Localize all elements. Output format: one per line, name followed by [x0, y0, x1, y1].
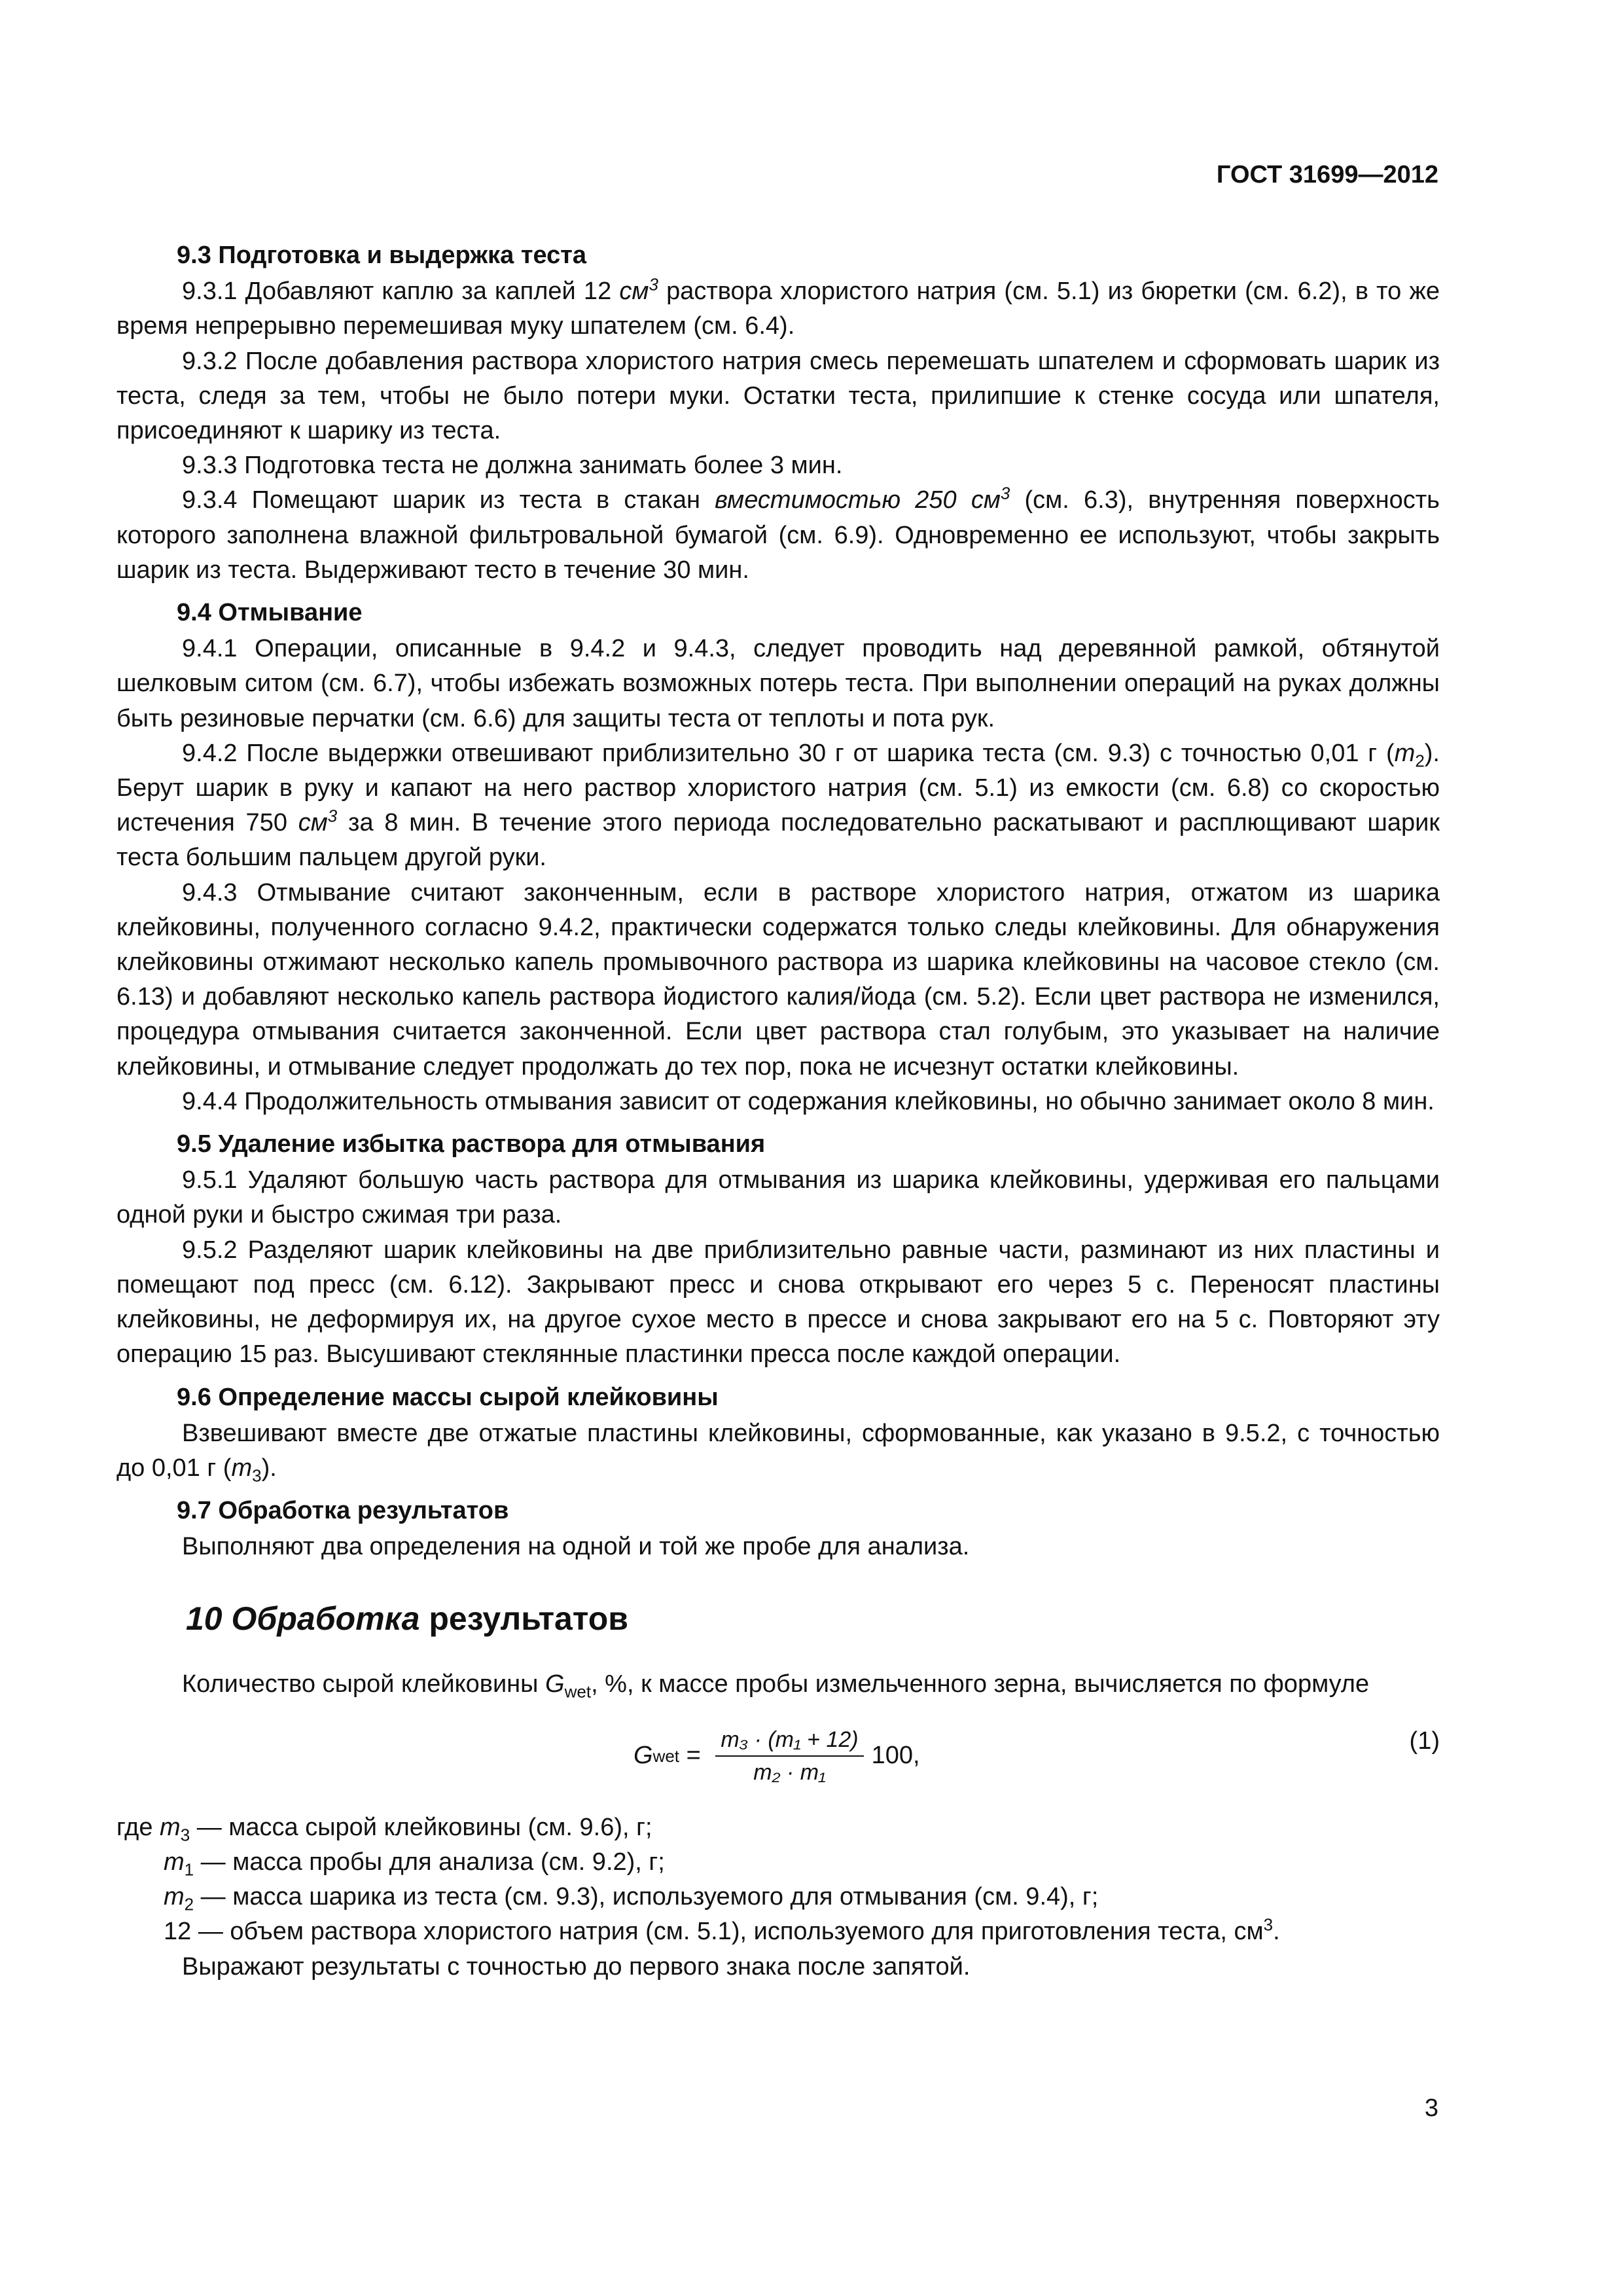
- section-heading-10: 10 Обработка результатов: [186, 1600, 628, 1637]
- paragraph-9-4-3: 9.4.3 Отмывание считают законченным, если в растворе хлористого натрия, отжатом из шарика клейковины, полученного согласно 9.4.2, практически содержатся только следы клейковины. Для обнаружения клейковины отжимают несколько капель промывочного раствора из шарика клейковины на часовое стекло (см. 6.13) и добавляют несколько капель раствора йодистого калия/йода (см. 5.2). Если цвет раствора не изменился, процедура отмывания считается законченной. Если цвет раствора стал голубым, это указывает на наличие клейковины, и отмывание следует продолжать до тех пор, пока не исчезнут остатки клейковины.: [116, 878, 1440, 1081]
- section-heading-9-6: 9.6 Определение массы сырой клейковины: [177, 1383, 719, 1411]
- section-heading-9-7: 9.7 Обработка результатов: [177, 1497, 509, 1525]
- paragraph-10-final: Выражают результаты с точностью до первого знака после запятой.: [182, 1952, 971, 1981]
- paragraph-9-3-3: 9.3.3 Подготовка теста не должна занимать более 3 мин.: [182, 452, 843, 480]
- document-id: ГОСТ 31699—2012: [1216, 161, 1438, 188]
- paragraph-9-5-2: 9.5.2 Разделяют шарик клейковины на две приблизительно равные части, разминают из них пластины и помещают под пресс (см. 6.12). Закрывают пресс и снова открывают его через 5 с. Переносят пластины клейковины, не деформируя их, на другое сухое место в прессе и снова закрывают его на 5 с. Повторяют эту операцию 15 раз. Высушивают стеклянные пластинки пресса после каждой операции.: [116, 1236, 1440, 1369]
- formula-expression: G wet = $\frac{\text{m₃ · (m₁ + 12)}}{\text{m₂ · m₁}}$ 100,: [633, 1725, 920, 1787]
- definition-m2: $m_2$ — масса шарика из теста (см. 9.3), используемого для отмывания (см. 9.4), г;: [164, 1883, 1099, 1914]
- formula-fraction: [715, 1725, 863, 1787]
- paragraph-9-3-2: 9.3.2 После добавления раствора хлористого натрия смесь перемешать шпателем и сформовать шарик из теста, следя за тем, чтобы не было потери муки. Остатки теста, прилипшие к стенке сосуда или шпателя, присоединяют к шарику из теста.: [116, 347, 1440, 445]
- formula-number: (1): [1409, 1727, 1440, 1755]
- page-number: 3: [1424, 2094, 1438, 2122]
- formula-numerator: m₃ · (m₁ + 12): [715, 1725, 863, 1757]
- paragraph-10-intro: Количество сырой клейковины $G_{wet}$, %, к массе пробы измельченного зерна, вычисляется по формуле: [182, 1670, 1370, 1702]
- definition-m3: где $m_3$ — масса сырой клейковины (см. 9.6), г;: [116, 1813, 652, 1845]
- section-heading-9-3: 9.3 Подготовка и выдержка теста: [177, 242, 586, 269]
- paragraph-9-5-1: 9.5.1 Удаляют большую часть раствора для отмывания из шарика клейковины, удерживая его пальцами одной руки и быстро сжимая три раза.: [116, 1166, 1440, 1229]
- section-heading-9-4: 9.4 Отмывание: [177, 599, 363, 627]
- formula-equals: =: [679, 1742, 708, 1770]
- paragraph-9-4-1: 9.4.1 Операции, описанные в 9.4.2 и 9.4.3, следует проводить над деревянной рамкой, обтянутой шелковым ситом (см. 6.7), чтобы избежать возможных потерь теста. При выполнении операций на руках должны быть резиновые перчатки (см. 6.6) для защиты теста от теплоты и пота рук.: [116, 635, 1440, 732]
- paragraph-9-4-2: 9.4.2 После выдержки отвешивают приблизительно 30 г от шарика теста (см. 9.3) с точностью 0,01 г $(m_2)$. Берут шарик в руку и капают на него раствор хлористого натрия (см. 5.1) из емкости (см. 6.8) со скоростью истечения 750 $см^3$ за 8 мин. В течение этого периода последовательно раскатывают и расплющивают шарик теста большим пальцем другой руки.: [116, 739, 1440, 872]
- variable-definitions: [116, 1810, 1440, 1950]
- definition-m1: $m_1$ — масса пробы для анализа (см. 9.2), г;: [164, 1848, 665, 1880]
- definition-12: 12 — объем раствора хлористого натрия (см. 5.1), используемого для приготовления теста, $см^3$.: [164, 1914, 1280, 1946]
- formula-1: [116, 1711, 1440, 1795]
- paragraph-9-4-4: 9.4.4 Продолжительность отмывания зависит от содержания клейковины, но обычно занимает около 8 мин.: [182, 1087, 1435, 1115]
- section-heading-9-5: 9.5 Удаление избытка раствора для отмывания: [177, 1130, 766, 1158]
- formula-lhs: G: [633, 1742, 653, 1770]
- paragraph-9-6: Взвешивают вместе две отжатые пластины клейковины, сформованные, как указано в 9.5.2, с точностью до 0,01 г $(m_3)$.: [116, 1419, 1440, 1486]
- formula-tail: 100,: [871, 1742, 920, 1770]
- paragraph-9-3-1: 9.3.1 Добавляют каплю за каплей 12 $см^3$ раствора хлористого натрия (см. 5.1) из бюретки (см. 6.2), в то же время непрерывно перемешивая муку шпателем (см. 6.4).: [116, 274, 1440, 340]
- paragraph-9-7: Выполняют два определения на одной и той же пробе для анализа.: [182, 1533, 970, 1561]
- paragraph-9-3-4: 9.3.4 Помещают шарик из теста в стакан вместимостью 250 $см^3$ (см. 6.3), внутренняя поверхность которого заполнена влажной фильтровальной бумагой (см. 6.9). Одновременно ее используют, чтобы закрыть шарик из теста. Выдерживают тесто в течение 30 мин.: [116, 483, 1440, 584]
- document-body: [116, 230, 1440, 1984]
- formula-denominator: m₂ · m₁: [753, 1759, 826, 1785]
